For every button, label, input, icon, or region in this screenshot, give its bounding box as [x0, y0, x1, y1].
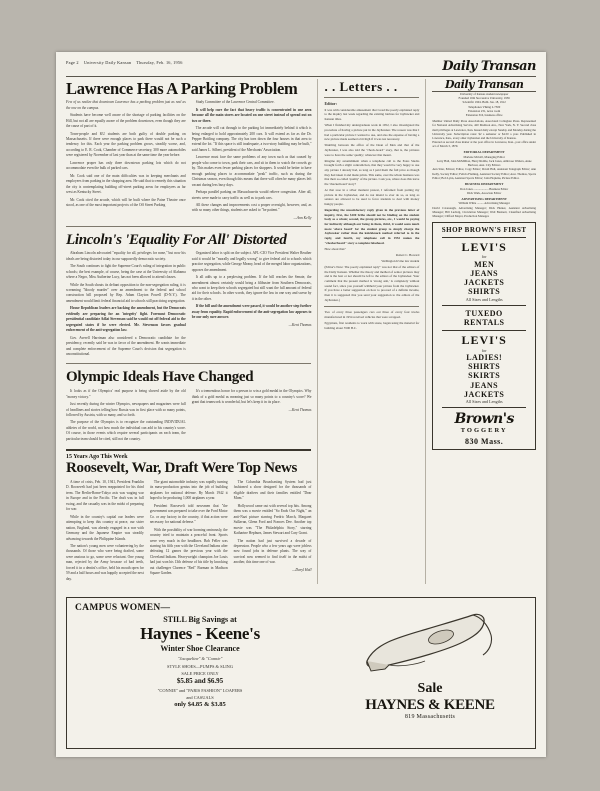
letters-body [324, 101, 419, 330]
staff-line: Dick Wark, Associate Editor [467, 190, 502, 195]
staff-entered: Entered as second class matter at the post office in Lawrence, Kan., post office under act of March 3, 1879. [432, 140, 536, 149]
staff-header-line: Extension 316, business office [465, 112, 503, 117]
ad-jackets-men: JACKETS [463, 278, 505, 288]
olympic-body [66, 389, 311, 444]
ad-shirts-men: SHIRTS [468, 287, 501, 297]
letters-footer-rule [324, 306, 419, 307]
paragraph: Regarding the unsatisfactory reply given in the previous letter of inquiry, first, the $100 bribe should not be binding on the student body as a whole; second, the group pictures, etc., I would be paying for indirectly although our being in them, third, it would seem much more 'above board' for the student group to simply charge the Jayhawker rather than the knickknack method referred to in the reply, and fourth, my telephone call in 1952 makes the "checkerboard" story a complete falsehood. [324, 208, 420, 245]
folio-line [66, 60, 183, 67]
paragraph: Gov. Averell Harriman also considered a Democratic candidate for the presidency, recently said he was in favor of the amendment. He wants immediate and complete enforcement of the Supreme Court's decision that segregation is unconstitutional. [66, 335, 186, 356]
ad-brands-2b: and CASUALS [186, 694, 214, 700]
headline-olympic: Olympic Ideals Have Changed [66, 369, 254, 386]
letters-title: . . Letters . . [324, 79, 398, 94]
parking-body [66, 100, 311, 221]
ad-prices-2: only $4.85 & $3.85 [174, 700, 226, 708]
ad-jeans-ladies: JEANS [470, 380, 499, 390]
ad-ladies: LADIES! [466, 353, 503, 363]
headline-lincoln: Lincoln's 'Equality For All' Distorted [66, 231, 287, 248]
byline: —Kent Thomas [288, 407, 312, 412]
paragraph: Town-people and KU students are both guilty of double parking on Massachusetts. If there were enough places to park there would not be such a tendency for this. Each year the parking problem grows, steadily worse, and, according to E. R. Cook, Chamber of Commerce secretary, 300 more automobiles were registered by November of last year than at the same time the year before. [66, 131, 186, 158]
paragraph: When I finished my undergraduate work in 1952, I also investigated the procedure of having a picture put in the Jayhawker. The reason was that I had a particular picture I wanted to use, and also the expense of having a new picture made seemed a bit high if it was not necessary. [324, 123, 420, 142]
parking-col-1 [66, 100, 186, 221]
ad-rentals: RENTALS [463, 318, 505, 328]
paragraph: The South continues to fight the Supreme Court's ruling of integration in public schools; the best example, of course, being the case at the University of Alabama where a Negro, Miss Autherine Lucy, has not been allowed to attend classes. [66, 264, 186, 280]
paragraph: It's a tremendous honor for a person to win a gold medal in the Olympics. Why think of a gold medal as meaning just so many points to a country's score? We grant that teamwork is wonderful, but let's keep it in its place. [191, 389, 312, 405]
ad-store-big: HAYNES & KEENE [365, 697, 495, 713]
shoe-illustration [355, 603, 505, 681]
ad-tuxedo: TUXEDO [465, 309, 503, 319]
fifteen-col-2 [150, 480, 228, 584]
staff-header-line: Extension 231, news room [468, 108, 501, 113]
staffbox-flag [432, 79, 536, 92]
paragraph: Study Committee of the Lawrence Central Committee. [195, 100, 275, 105]
paragraph: The giant automobile industry was rapidly turning its mass-production genius into the job of building airplanes for national defense. By March 1942 it hoped to be producing 1,000 airplanes a year. [149, 480, 228, 501]
olympic-col-1 [66, 389, 186, 444]
paper-name: University Daily Kansan [83, 60, 132, 65]
ad-men: MEN [474, 259, 495, 269]
ad-skirts-ladies: SKIRTS [468, 371, 501, 381]
ad-rule [442, 330, 526, 331]
ad-jeans-men: JEANS [470, 269, 499, 279]
section-rule [66, 226, 311, 227]
paragraph: Just recently during the winter Olympics, newspapers and magazines were full of headlines and stories telling how Russia was in first place with so many points, followed by Austria, with so many, and so forth. [66, 402, 186, 418]
paragraph: While the South shouts its defiant opposition to the non-segregation ruling, it is screaming "bloody murder" over an amendment to the federal and school construction bill proposed by Rep. Adam Clayton Powell (D-N.Y.). The amendment would limit federal financial aid to schools still practicing segregation. [66, 282, 186, 303]
staff-line: William White ......... Advertising Manager [458, 201, 510, 206]
main-column [66, 79, 318, 584]
ad-browns-top: SHOP BROWN'S FIRST [441, 226, 527, 235]
ad-for-2: for [481, 347, 487, 353]
ad-jackets-ladies: JACKETS [463, 389, 505, 399]
ad-store-haynes-keene: Haynes - Keene's [140, 624, 260, 643]
page-folio: Page 2 [66, 60, 79, 65]
byline: —Kent Thomas [288, 322, 312, 327]
issue-date: Thursday, Feb. 16, 1956 [136, 60, 183, 65]
paragraph: The nation's young men were volunteering by the thousands. Of those who were being drafted, some were anxious to go, some were reluctant. One young man, rejected by the Army because of bad teeth, forced it in a dentist's office, held his mouth open for 59 and a half hours and was happily accepted the next day. [66, 544, 144, 581]
flag-title: Daily Transan [442, 59, 536, 74]
paragraph: Mr. Cook cited the arcade, which will be built where the Paine Theatre once stood, as one of the most important projects of the Off Street Parking [66, 197, 186, 208]
paragraph: Organized labor is split on the subject. AFL-CIO Vice President Walter Reuther said it would be "morally and legally wrong" to give federal aid to schools which practice segregation, while George Meany, head of the merged labor organizations, opposes the amendment. [191, 251, 312, 272]
ad-still-savings: STILL Big Savings at [163, 615, 237, 624]
staff-section-title: ADVERTISING DEPARTMENT [461, 196, 507, 201]
ad-haynes-keene[interactable] [66, 597, 536, 749]
ad-address: 819 Massachusetts [404, 714, 456, 720]
newspaper-page [56, 52, 546, 757]
paragraph: It all adds up to a perplexing problem. If the bill reaches the Senate, the amendment almost certainly would bring a filibuster from Southern Democrats, who want to keep their schools segregated but still want the full amount of federal aid for their schools. In other words, they ignore the law in one way and swear by it in the other. [191, 275, 312, 301]
paragraph: The nation had just survived a decade of depression. People who a few years ago were jobless now found jobs in defense plants. The way of survival now seemed to find itself in the midst of another, this time one of war. [233, 538, 312, 565]
fifteen-col-3 [234, 480, 312, 584]
staff-header-line: Founded 16th Successive University, 1956 [458, 96, 510, 101]
paragraph: With the possibility of war looming ominously, the country tried to maintain a peaceful front. Sports were very much in the headlines. Bob Feller was starring his fifth year with the Cleveland Indians after defeating 12 games the previous year with the Cleveland Indians. Heavyweight champion Joe Louis had just won his 13th defense of his title by knocking out challenger Clarence "Red" Burman in Madison Square Garden. [149, 527, 228, 576]
ad-brands-2: "CONNIE" and "PARIS FASHION" LOAFERS [157, 688, 243, 694]
paragraph: Imagine my astonishment when a telephone call to the Estes Studio brought forth a slight contradiction, that they would be very happy to use any picture I already had, as long as I paid them the full price as though they had taken it and made prints. This same, over the whole business was that their so-called 'quality' of the picture. I ask you, where does this leave the 'checkerboard' story? [324, 158, 420, 186]
ad-levis-ladies: LEVI'S [461, 333, 507, 348]
page-columns [66, 79, 536, 584]
staff-header-line: Scientific 1904. Bulli. Jan. 18, 1912 [462, 100, 506, 105]
paragraph: Hollywood came out with several top hits. Among them was a movie entitled "So Ends Our Night," an anti-Nazi picture starring Fredric March, Margaret Sullavan, Glenn Ford and Frances Dee. Another top movie was "The Philadelphia Story," starring Katharine Hepburn, James Stewart and Cary Grant. [233, 503, 312, 536]
parking-col-2 [192, 100, 312, 221]
staff-line: Ann Stier, Editors; Editor, Copy Editor; David Hall, Assistant Telegraph Editor; Ann Kelly, Society Editor; Felicia Fleming, Assistant Society Editor; Asst. Thomas, Sports Editor; Bob Lynn, Assistant Sports Editor; John Hopkins, Picture Editor. [432, 167, 536, 180]
paragraph: Lawrence must face the same problems of any town such as that caused by people who come to town, park their cars, and sit in them to watch the crowds go by. This makes even fewer parking places for shoppers. It would be better to have enough parking places to accommodate "peak" traffic, such as during the Christmas season, even though this means that there will often be many places left vacant during less busy days. [191, 155, 312, 187]
letters-column [318, 79, 426, 584]
letter-editor-note: (Editor's Note: The poorly explained reply" was not that of the editors of the Daily Kansan. Whether the theory and method of senior pictures may and is the best or not should be left to the editors of the Jayhawker. Your comment that the present method is 'strong arm,' is completely without sound fact, since you yourself withheld your picture from the Jayhawker. If you have a better suggestion on how to proceed of a definite income, then it is suggested that you send your suggestion to the editors of the Jayhawker.) [324, 265, 420, 302]
byline: —Daryl Hall [292, 567, 312, 572]
flag-logo [442, 60, 536, 73]
byline: —Ann Kelly [293, 215, 312, 220]
ad-event-name: Winter Shoe Clearance [160, 644, 240, 653]
headline-parking: Lawrence Has A Parking Problem [66, 79, 298, 98]
ad-campus-women: CAMPUS WOMEN— [75, 603, 171, 613]
paragraph: The purpose of the Olympics is to recognize the outstanding INDIVIDUAL athletes of the world, not how much the individual can add to his country's score. Of course, in those events which require several participants on each team, the particular team should be cited, still not the country. [66, 420, 186, 441]
paragraph: All these changes and improvements cost a proper oversight, however, and, as with so many other things, students are asked to "be patient." [191, 203, 312, 213]
ad-levis-men: LEVI'S [461, 240, 507, 255]
section-rule-thick [66, 449, 311, 451]
ad-for-1: for [481, 254, 487, 260]
staffbox-title: Daily Transan [444, 78, 524, 91]
staff-header-line: University of Kansas student newspaper [460, 92, 509, 96]
paragraph: It looks as if the Olympics' real purpose is being shoved aside by the old "money victory." [66, 389, 186, 399]
letter-salutation: Editor: [324, 101, 337, 106]
ad-price-label: SALE PRICE ONLY [181, 670, 219, 676]
headline-roosevelt: Roosevelt, War, Draft Were Top News [66, 460, 298, 477]
ad-styles: STYLE SHOES—PUMPS & SLING [167, 664, 233, 670]
lincoln-body [66, 251, 311, 359]
letter-signature-name: Robert C. Howard [395, 252, 420, 257]
staff-line: Don Jones .................... Business Editor [460, 186, 509, 191]
ad-shirts-ladies: SHIRTS [468, 362, 501, 372]
letters-rule [324, 97, 419, 98]
ad-sizes-ladies: All Sizes and Lengths [465, 398, 503, 404]
masthead-rule [66, 76, 536, 77]
ad-browns-toggery[interactable] [432, 222, 536, 450]
paragraph: House Republican leaders are backing the amendment, but the Democrats evidently are preparing for an 'integrity' fight. Foremost Democratic presidential candidate Adlai Stevenson said he would cut off federal aid to the segregated states if he were elected. Mr. Stevenson favors gradual enforcement of the anti-segregation law. [66, 306, 186, 333]
parking-deck: Few of us realize that downtown Lawrence has a parking problem just as real as the one on the campus. [66, 100, 186, 110]
lincoln-col-1 [66, 251, 186, 359]
staff-header-line: Telephones VIking 2-7500 [468, 104, 501, 109]
paragraph: Students have become well aware of the shortage of parking facilities on the Hill, but not all are equally aware of the problem downtown, even though they are the cause of part of it. [66, 113, 186, 129]
paragraph: Abraham Lincoln advocated "equality for all, privileges for none," but now his ideals are being distorted today in our supposedly democratic society. [66, 251, 186, 261]
paragraph: Shuttling between the office of the Dean of Men and that of the Jayhawker, I was also told the "check-board" story, that is, the pictures were to have the same 'quality,' whatever that meant. [324, 143, 420, 157]
lincoln-col-2 [192, 251, 312, 359]
staffbox-ads-column [426, 79, 536, 584]
paragraph: How about that? [324, 246, 346, 251]
paragraph: The Columbia Broadcasting System had just fashioned a show designed for the thousands of eligible draftees and their families entitled "Dear Mom." [233, 480, 312, 501]
staff-box [432, 92, 536, 218]
ad-store-sub: TOGGERY [460, 427, 508, 435]
paragraph: Perhaps parallel parking on Massachusetts would relieve congestion. After all, streets were made to carry traffic as well as to park cars. [191, 190, 312, 200]
ad-sizes-men: All Sizes and Lengths [465, 296, 503, 302]
staff-section-title: EDITORIAL DEPARTMENT [463, 150, 505, 155]
filler-item-1: Two of every three passengers cars out three of every four trucks manufactured in 1954 received vehicles that were scrapped. [324, 310, 420, 319]
paragraph: It will help cure the fact that heavy traffic is concentrated in one area because all the main stores are located on one street instead of spread out on two or three. [191, 107, 312, 123]
letter-signature-title: Wellington Irvine law student [381, 259, 420, 264]
ad-sale-word: Sale [417, 681, 443, 696]
ad-prices: $5.85 and $6.95 [176, 677, 224, 686]
paragraph: Mr. Cook said one of the main difficulties was in keeping merchants and employees from parking in the shopping area. He said that to remedy this situation the city is contemplating building off-street parking areas for employees as far west as Kentucky Street. [66, 173, 186, 195]
olympic-col-2 [192, 389, 312, 444]
ad-store-name: Brown's [454, 411, 514, 428]
staff-line: David Cavanaugh, Advertising Manager; Dick Hunter, Assistant Advertising Manager; Bill Ludwig, Circulation Manager; Walt Basinett, Classified Advertising Manager; Clifford Meyer, Production Manager. [432, 205, 536, 218]
ad-brands: "Jacqueline" & "Connie" [177, 656, 223, 661]
ad-rule [442, 407, 526, 408]
paragraph: It was with considerable amusement that I read the poorly explained reply to the inquiry last week regarding the existing latrines for Jayhawker and Kansan titles. [324, 107, 420, 122]
paragraph: The arcade will cut through to the parking lot immediately behind it which is being enlarged to hold approximately 200 cars. It will extend as far as the Dr. Pepper Bottling company. The city has torn down the four houses in that area to extend the lot. "If this space is still inadequate, a two-story building may be built," said James L. Silbert, president of the Merchants' Association. [191, 126, 312, 152]
paragraph: A time of crisis, Feb. 10, 1941, President Franklin D. Roosevelt had just been reappointed for his third term. The Berlin-Rome-Tokyo axis was waging war in Europe and in the Pacific. The draft was in full swing, and the casualty was in the midst of preparing for war. [66, 480, 144, 512]
paragraph: President Roosevelt told newsmen that "the government was prepared to take over the Ford Motor Co. or any factory in the country, if that action were necessary for national defense." [149, 503, 228, 525]
paragraph: If the bill and the amendment were passed, it would be another step further away from equality. Rapid enforcement of the anti-segregation law appears to be our only sure answer. [191, 304, 312, 320]
kicker-15-years: 15 Years Ago This Week [66, 454, 128, 461]
staff-section-title: BUSINESS DEPARTMENT [464, 182, 504, 187]
staff-imprint: Member United Daily Press Associations, Associated Collegiate Press. Represented for National Advertising Service, 420 Madison Ave., New York, N. Y. Second class mail privileges at Lawrence, Kan. Issued daily except Sunday and Monday during the University year. Subscription rates: $2 a semester or $4.50 a year. Published in Lawrence, Kan., every other Jayhawker and the University of Kansas. [432, 119, 536, 140]
paragraph: At that rose in a silver moment protest, I refrained from putting my picture in the Jayhawker, and do not intend to ever do so, as long as seniors are allowed to be used to force students to deal with money hungry people. [324, 188, 420, 206]
ad-store-address: 830 Mass. [465, 436, 504, 446]
fifteen-col-1 [66, 480, 144, 584]
section-rule [66, 363, 311, 364]
filler-item-2: Egyptians, first residents to work with stone, began using the material for building about 3500 B.C. [324, 321, 420, 330]
masthead [66, 60, 536, 73]
staff-line: Marlene McGill, Managing Editor [463, 154, 505, 159]
ad-rule [442, 237, 526, 238]
paragraph: Lawrence proper has only three downtown parking lots which do not accommodate even the bulk of parked cars. [66, 160, 186, 171]
staff-line: Larry Hall, John McMillion, Harry Riddle, Jack Jones, Ambrose Walters, Anne Barbour, Asst. City Editors [436, 159, 532, 168]
ad-rule [442, 305, 526, 306]
paragraph: While in the country's capital our leaders were attempting to keep this country at peace, our sister nation, England, was already engaged in a war with Germany and the Japanese Empire was steadily advancing towards the Philippine Islands. [66, 514, 144, 541]
fifteen-body [66, 480, 311, 584]
